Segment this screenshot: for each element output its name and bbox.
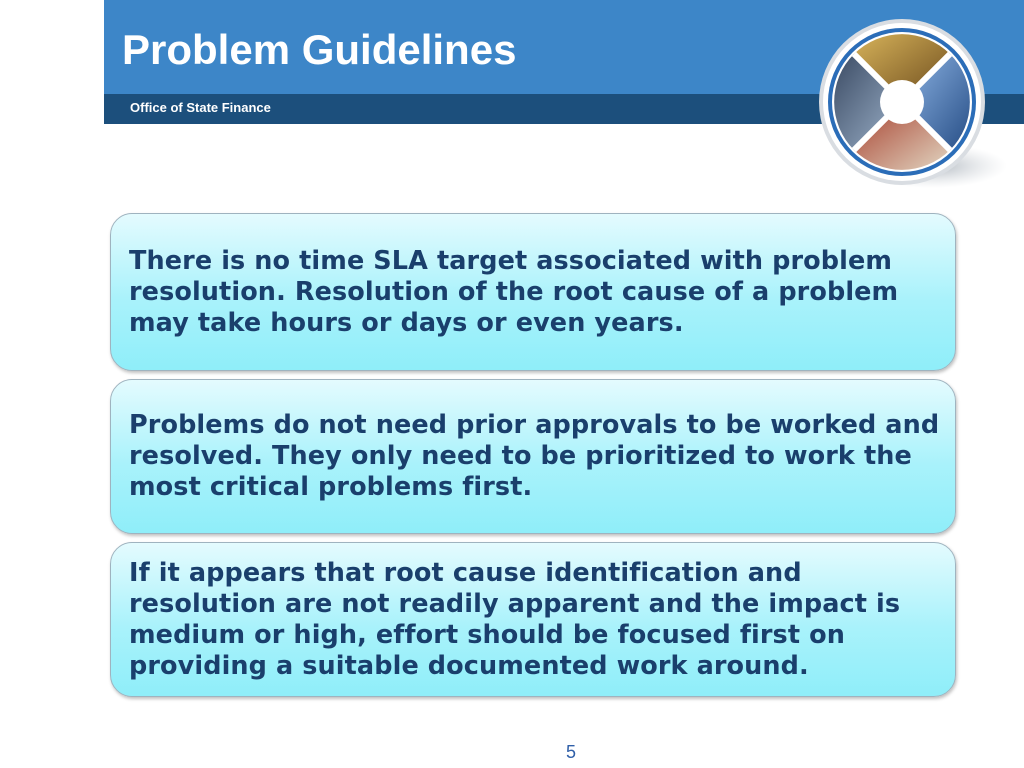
page-number: 5 [566, 742, 577, 762]
business-photo-circle-logo [812, 16, 1012, 196]
guideline-text: There is no time SLA target associated with problem resolution. Resolution of the root cause of a problem may take hours or days or even years. [129, 245, 899, 338]
slide-title: Problem Guidelines [122, 26, 517, 73]
guideline-text: Problems do not need prior approvals to be worked and resolved. They only need to be prioritized to work the most critical problems first. [129, 410, 940, 502]
guideline-card-1 [110, 213, 956, 371]
guideline-card-2 [110, 379, 956, 534]
guideline-card-3 [110, 542, 956, 697]
guideline-text: If it appears that root cause identification and resolution are not readily apparent and the impact is medium or high, effort should be focused first on providing a suitable documented work around. [129, 557, 901, 681]
slide-subtitle: Office of State Finance [130, 100, 271, 115]
